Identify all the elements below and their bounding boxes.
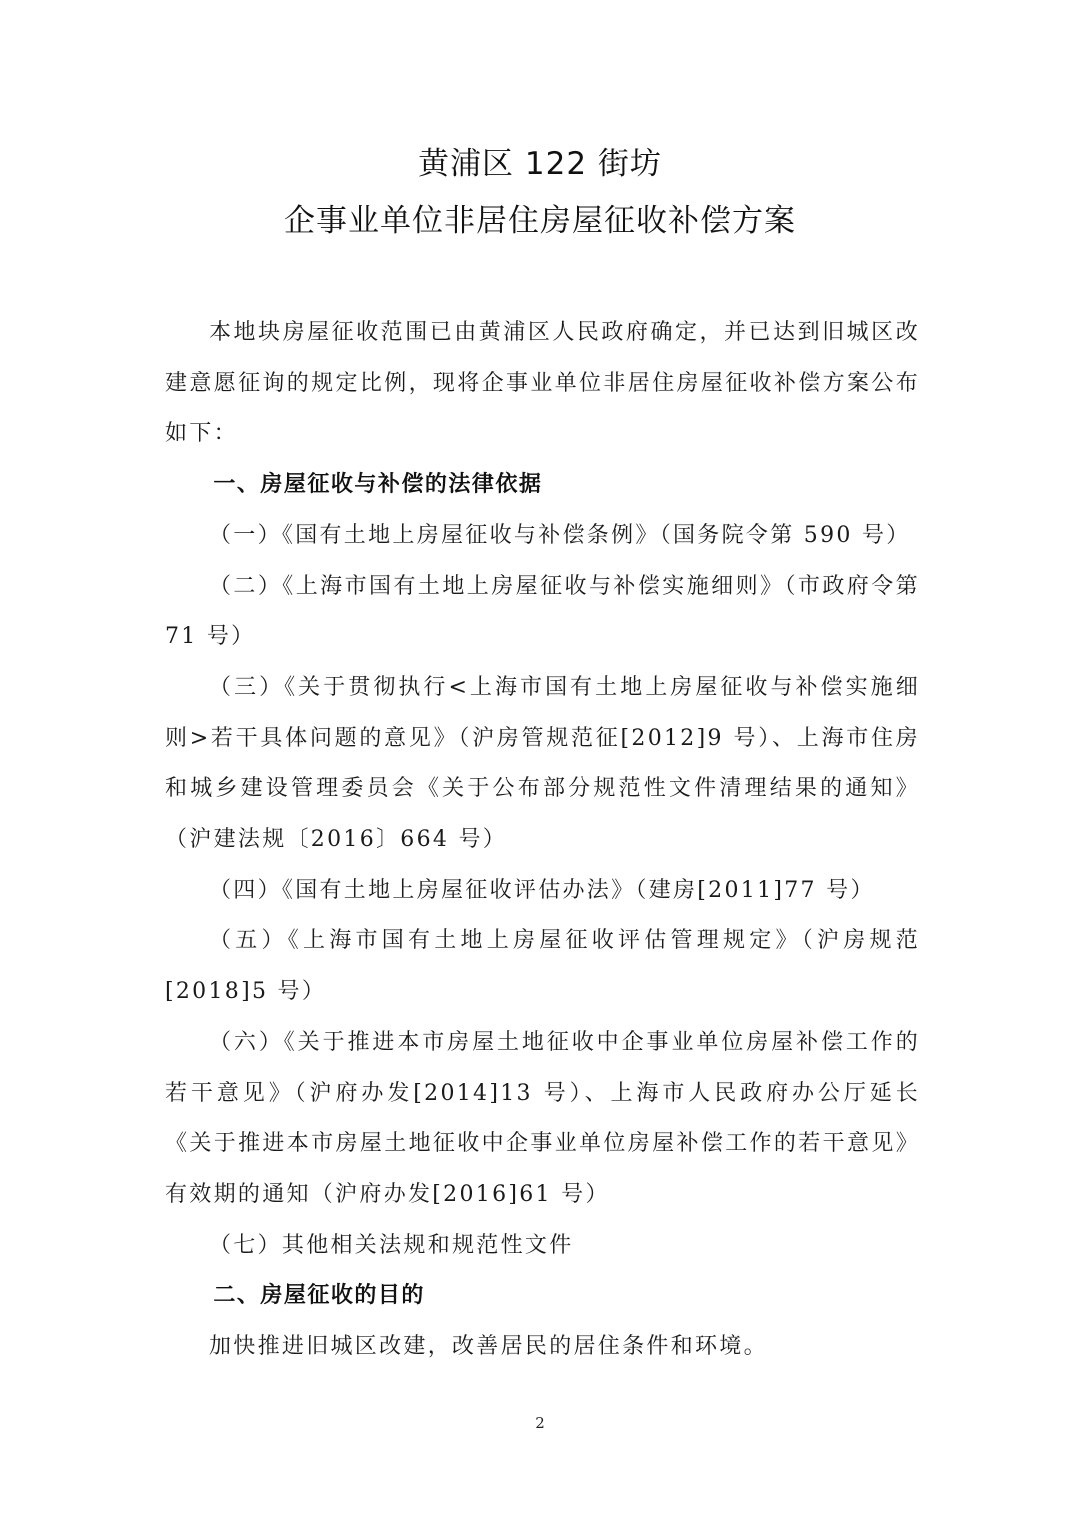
section1-item-6: （六）《关于推进本市房屋土地征收中企事业单位房屋补偿工作的若干意见》（沪府办发[2014]13 号）、上海市人民政府办公厅延长《关于推进本市房屋土地征收中企事业单位房屋补偿工作的若干意见》有效期的通知（沪府办发[2016]61 号） — [165, 1029, 920, 1207]
section2-paragraph: 加快推进旧城区改建，改善居民的居住条件和环境。 — [209, 1334, 768, 1360]
section1-heading: 一、房屋征收与补偿的法律依据 — [213, 472, 543, 498]
section1-item-1: （一）《国有土地上房屋征收与补偿条例》（国务院令第 590 号） — [209, 522, 911, 548]
section1-item-4: （四）《国有土地上房屋征收评估办法》（建房[2011]77 号） — [209, 877, 875, 903]
document-title-line1: 黄浦区 122 街坊 — [418, 146, 662, 182]
section1-item-3: （三）《关于贯彻执行<上海市国有土地上房屋征收与补偿实施细则>若干具体问题的意见》（沪房管规范征[2012]9 号）、上海市住房和城乡建设管理委员会《关于公布部分规范性文件清理结果的通知》（沪建法规〔2016〕664 号） — [165, 674, 920, 853]
section1-item-7: （七）其他相关法规和规范性文件 — [209, 1232, 574, 1258]
page-number: 2 — [535, 1414, 545, 1432]
document-body — [165, 308, 920, 1373]
section2-heading: 二、房屋征收的目的 — [213, 1283, 425, 1309]
section1-item-5: （五）《上海市国有土地上房屋征收评估管理规定》（沪房规范[2018]5 号） — [165, 928, 920, 1005]
section1-item-2: （二）《上海市国有土地上房屋征收与补偿实施细则》（市政府令第 71 号） — [165, 573, 920, 650]
intro-paragraph: 本地块房屋征收范围已由黄浦区人民政府确定，并已达到旧城区改建意愿征询的规定比例，现将企事业单位非居住房屋征收补偿方案公布如下： — [165, 320, 920, 447]
document-title-line2: 企事业单位非居住房屋征收补偿方案 — [284, 203, 796, 239]
